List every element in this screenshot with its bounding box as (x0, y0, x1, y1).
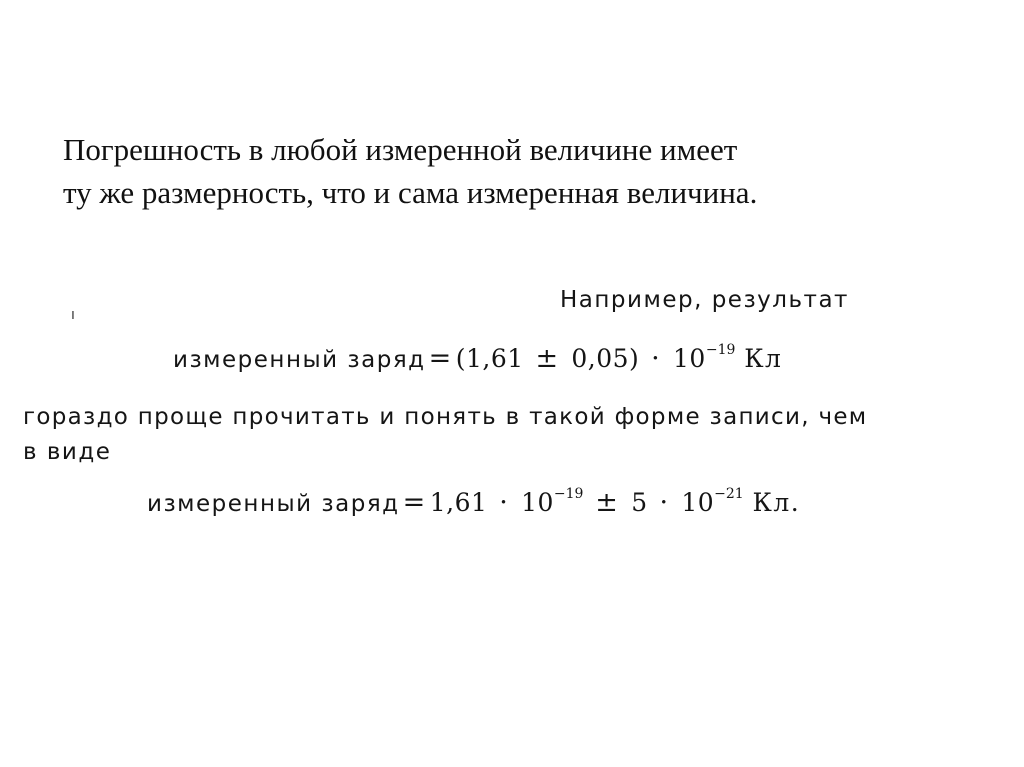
stray-scan-mark: ı (71, 307, 75, 323)
formula-1 (173, 343, 782, 374)
body-line-1: гораздо проще прочитать и понять в такой форме записи, чем (23, 404, 868, 430)
main-paragraph (63, 128, 1003, 214)
formula-1-base: 10 (673, 344, 706, 373)
example-lead: Например, результат (560, 287, 849, 313)
formula-2-lhs: измеренный заряд (147, 491, 400, 517)
formula-1-plus-minus: ± (535, 343, 560, 374)
formula-1-error: 0,05) (571, 344, 640, 373)
formula-2-base-2: 10 (681, 488, 715, 517)
formula-2-coefficient: 5 (631, 488, 648, 517)
formula-2-exponent-2: −21 (714, 486, 744, 502)
formula-2-unit: Кл. (752, 488, 801, 517)
formula-2-exponent-1: −19 (553, 486, 584, 502)
formula-1-lhs: измеренный заряд (173, 347, 426, 373)
paragraph-line-2: ту же размерность, что и сама измеренная величина. (63, 175, 758, 210)
formula-2 (147, 487, 800, 518)
formula-1-equals: = (428, 343, 453, 374)
formula-1-value: (1,61 (455, 344, 524, 373)
formula-1-exponent: −19 (705, 342, 736, 358)
formula-2-equals: = (402, 487, 427, 518)
paragraph-line-1: Погрешность в любой измеренной величине имеет (63, 132, 738, 167)
formula-1-unit: Кл (744, 344, 783, 373)
formula-2-mantissa: 1,61 (429, 488, 488, 517)
formula-2-dot-1: · (499, 487, 510, 518)
body-line-2: в виде (23, 439, 112, 465)
formula-2-dot-2: · (659, 487, 670, 518)
formula-2-plus-minus: ± (595, 487, 620, 518)
formula-2-base-1: 10 (521, 488, 554, 517)
formula-1-dot: · (651, 343, 662, 374)
